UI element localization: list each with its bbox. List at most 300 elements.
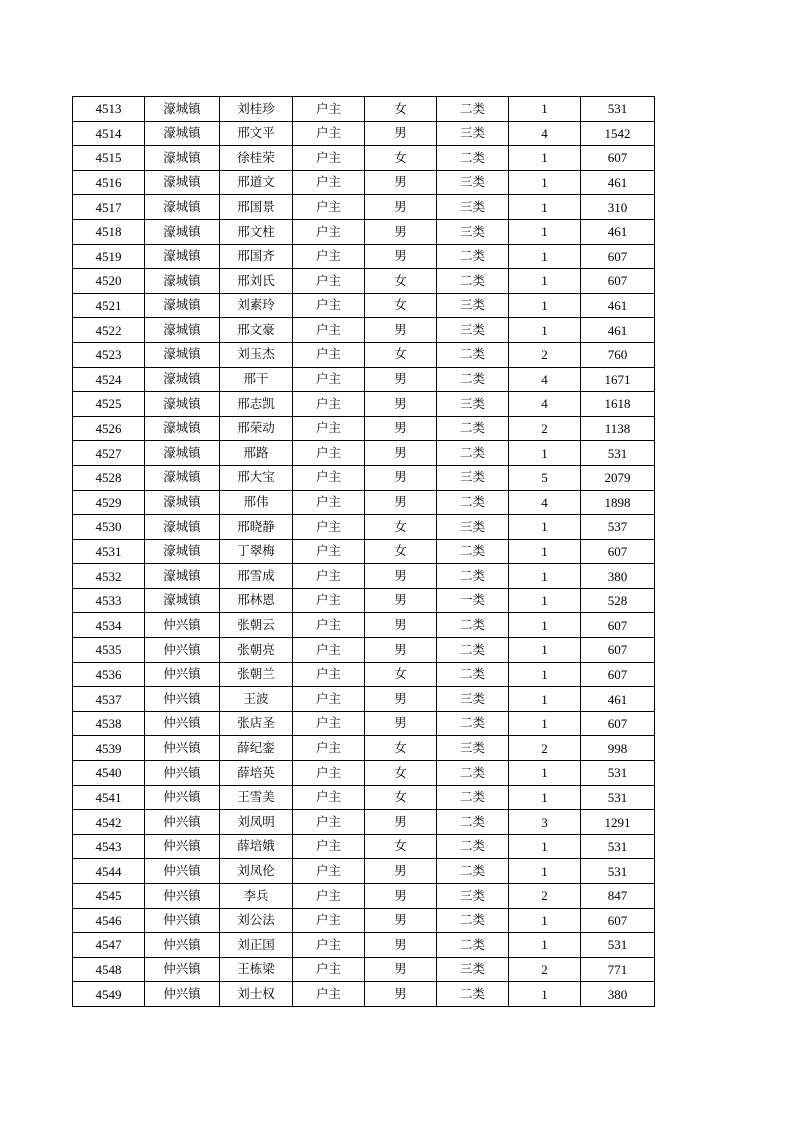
gender-cell: 男: [365, 564, 437, 589]
table-row: [73, 244, 655, 269]
household-table: [72, 96, 655, 1007]
gender-cell: 女: [365, 342, 437, 367]
row-number-cell: 4518: [73, 219, 145, 244]
table-row: [73, 638, 655, 663]
gender-cell: 男: [365, 884, 437, 909]
town-cell: 濠城镇: [145, 515, 220, 540]
category-cell: 二类: [437, 416, 509, 441]
name-cell: 邢干: [220, 367, 293, 392]
people-count-cell: 1: [509, 195, 581, 220]
relation-cell: 户主: [293, 465, 365, 490]
amount-cell: 607: [581, 638, 655, 663]
category-cell: 一类: [437, 588, 509, 613]
amount-cell: 607: [581, 539, 655, 564]
relation-cell: 户主: [293, 219, 365, 244]
gender-cell: 男: [365, 638, 437, 663]
gender-cell: 女: [365, 834, 437, 859]
category-cell: 三类: [437, 195, 509, 220]
town-cell: 仲兴镇: [145, 810, 220, 835]
name-cell: 张朝兰: [220, 662, 293, 687]
row-number-cell: 4533: [73, 588, 145, 613]
table-row: [73, 293, 655, 318]
table-row: [73, 711, 655, 736]
relation-cell: 户主: [293, 490, 365, 515]
amount-cell: 461: [581, 318, 655, 343]
table-row: [73, 662, 655, 687]
table-row: [73, 392, 655, 417]
relation-cell: 户主: [293, 195, 365, 220]
row-number-cell: 4546: [73, 908, 145, 933]
relation-cell: 户主: [293, 933, 365, 958]
row-number-cell: 4549: [73, 982, 145, 1007]
name-cell: 刘凤伦: [220, 859, 293, 884]
row-number-cell: 4535: [73, 638, 145, 663]
town-cell: 濠城镇: [145, 416, 220, 441]
amount-cell: 1898: [581, 490, 655, 515]
table-row: [73, 539, 655, 564]
row-number-cell: 4515: [73, 146, 145, 171]
gender-cell: 男: [365, 810, 437, 835]
relation-cell: 户主: [293, 392, 365, 417]
category-cell: 三类: [437, 465, 509, 490]
row-number-cell: 4542: [73, 810, 145, 835]
table-row: [73, 416, 655, 441]
gender-cell: 女: [365, 97, 437, 122]
town-cell: 濠城镇: [145, 97, 220, 122]
amount-cell: 380: [581, 982, 655, 1007]
relation-cell: 户主: [293, 293, 365, 318]
relation-cell: 户主: [293, 785, 365, 810]
gender-cell: 男: [365, 195, 437, 220]
table-row: [73, 490, 655, 515]
people-count-cell: 1: [509, 318, 581, 343]
gender-cell: 女: [365, 269, 437, 294]
gender-cell: 女: [365, 736, 437, 761]
category-cell: 二类: [437, 711, 509, 736]
category-cell: 三类: [437, 957, 509, 982]
amount-cell: 531: [581, 97, 655, 122]
amount-cell: 2079: [581, 465, 655, 490]
table-row: [73, 97, 655, 122]
amount-cell: 531: [581, 441, 655, 466]
row-number-cell: 4513: [73, 97, 145, 122]
name-cell: 薛纪銮: [220, 736, 293, 761]
gender-cell: 男: [365, 367, 437, 392]
people-count-cell: 3: [509, 810, 581, 835]
relation-cell: 户主: [293, 711, 365, 736]
town-cell: 仲兴镇: [145, 957, 220, 982]
table-row: [73, 736, 655, 761]
gender-cell: 男: [365, 687, 437, 712]
relation-cell: 户主: [293, 662, 365, 687]
people-count-cell: 1: [509, 244, 581, 269]
category-cell: 三类: [437, 392, 509, 417]
category-cell: 二类: [437, 564, 509, 589]
name-cell: 王栋梁: [220, 957, 293, 982]
relation-cell: 户主: [293, 736, 365, 761]
relation-cell: 户主: [293, 170, 365, 195]
name-cell: 邢晓静: [220, 515, 293, 540]
table-row: [73, 687, 655, 712]
people-count-cell: 1: [509, 687, 581, 712]
row-number-cell: 4522: [73, 318, 145, 343]
row-number-cell: 4523: [73, 342, 145, 367]
amount-cell: 1138: [581, 416, 655, 441]
amount-cell: 607: [581, 269, 655, 294]
gender-cell: 男: [365, 465, 437, 490]
table-row: [73, 785, 655, 810]
town-cell: 濠城镇: [145, 244, 220, 269]
town-cell: 濠城镇: [145, 392, 220, 417]
category-cell: 三类: [437, 318, 509, 343]
gender-cell: 女: [365, 539, 437, 564]
gender-cell: 男: [365, 613, 437, 638]
table-row: [73, 761, 655, 786]
table-row: [73, 515, 655, 540]
table-row: [73, 146, 655, 171]
people-count-cell: 1: [509, 146, 581, 171]
amount-cell: 461: [581, 293, 655, 318]
name-cell: 张朝亮: [220, 638, 293, 663]
table-row: [73, 933, 655, 958]
amount-cell: 607: [581, 662, 655, 687]
table-row: [73, 367, 655, 392]
row-number-cell: 4540: [73, 761, 145, 786]
relation-cell: 户主: [293, 564, 365, 589]
category-cell: 三类: [437, 121, 509, 146]
category-cell: 二类: [437, 269, 509, 294]
amount-cell: 461: [581, 170, 655, 195]
people-count-cell: 1: [509, 638, 581, 663]
table-row: [73, 588, 655, 613]
category-cell: 二类: [437, 490, 509, 515]
relation-cell: 户主: [293, 342, 365, 367]
relation-cell: 户主: [293, 613, 365, 638]
category-cell: 二类: [437, 810, 509, 835]
name-cell: 张店圣: [220, 711, 293, 736]
people-count-cell: 1: [509, 908, 581, 933]
town-cell: 仲兴镇: [145, 884, 220, 909]
row-number-cell: 4527: [73, 441, 145, 466]
name-cell: 邢国景: [220, 195, 293, 220]
town-cell: 濠城镇: [145, 367, 220, 392]
name-cell: 徐桂荣: [220, 146, 293, 171]
people-count-cell: 1: [509, 859, 581, 884]
category-cell: 三类: [437, 736, 509, 761]
category-cell: 二类: [437, 859, 509, 884]
town-cell: 仲兴镇: [145, 613, 220, 638]
row-number-cell: 4541: [73, 785, 145, 810]
relation-cell: 户主: [293, 318, 365, 343]
town-cell: 濠城镇: [145, 146, 220, 171]
name-cell: 刘玉杰: [220, 342, 293, 367]
name-cell: 刘素玲: [220, 293, 293, 318]
relation-cell: 户主: [293, 269, 365, 294]
name-cell: 邢文柱: [220, 219, 293, 244]
amount-cell: 1542: [581, 121, 655, 146]
name-cell: 张朝云: [220, 613, 293, 638]
category-cell: 三类: [437, 170, 509, 195]
town-cell: 仲兴镇: [145, 761, 220, 786]
row-number-cell: 4514: [73, 121, 145, 146]
name-cell: 薛培娥: [220, 834, 293, 859]
table-row: [73, 195, 655, 220]
row-number-cell: 4529: [73, 490, 145, 515]
table-row: [73, 859, 655, 884]
people-count-cell: 1: [509, 588, 581, 613]
people-count-cell: 1: [509, 293, 581, 318]
name-cell: 邢国齐: [220, 244, 293, 269]
name-cell: 邢路: [220, 441, 293, 466]
people-count-cell: 1: [509, 564, 581, 589]
town-cell: 仲兴镇: [145, 982, 220, 1007]
amount-cell: 607: [581, 908, 655, 933]
gender-cell: 男: [365, 318, 437, 343]
name-cell: 邢志凯: [220, 392, 293, 417]
row-number-cell: 4528: [73, 465, 145, 490]
people-count-cell: 1: [509, 269, 581, 294]
town-cell: 濠城镇: [145, 465, 220, 490]
gender-cell: 男: [365, 859, 437, 884]
gender-cell: 男: [365, 392, 437, 417]
amount-cell: 771: [581, 957, 655, 982]
gender-cell: 男: [365, 170, 437, 195]
gender-cell: 女: [365, 515, 437, 540]
category-cell: 二类: [437, 834, 509, 859]
gender-cell: 男: [365, 933, 437, 958]
amount-cell: 607: [581, 711, 655, 736]
row-number-cell: 4532: [73, 564, 145, 589]
name-cell: 刘公法: [220, 908, 293, 933]
town-cell: 濠城镇: [145, 293, 220, 318]
relation-cell: 户主: [293, 982, 365, 1007]
people-count-cell: 1: [509, 982, 581, 1007]
row-number-cell: 4531: [73, 539, 145, 564]
amount-cell: 998: [581, 736, 655, 761]
amount-cell: 531: [581, 761, 655, 786]
town-cell: 仲兴镇: [145, 638, 220, 663]
town-cell: 仲兴镇: [145, 834, 220, 859]
relation-cell: 户主: [293, 834, 365, 859]
town-cell: 濠城镇: [145, 195, 220, 220]
row-number-cell: 4516: [73, 170, 145, 195]
relation-cell: 户主: [293, 957, 365, 982]
category-cell: 二类: [437, 785, 509, 810]
category-cell: 三类: [437, 515, 509, 540]
gender-cell: 女: [365, 761, 437, 786]
table-row: [73, 170, 655, 195]
row-number-cell: 4534: [73, 613, 145, 638]
row-number-cell: 4544: [73, 859, 145, 884]
amount-cell: 461: [581, 219, 655, 244]
amount-cell: 607: [581, 613, 655, 638]
amount-cell: 607: [581, 244, 655, 269]
table-row: [73, 908, 655, 933]
category-cell: 二类: [437, 638, 509, 663]
amount-cell: 531: [581, 859, 655, 884]
table-row: [73, 982, 655, 1007]
amount-cell: 1671: [581, 367, 655, 392]
relation-cell: 户主: [293, 638, 365, 663]
row-number-cell: 4543: [73, 834, 145, 859]
category-cell: 二类: [437, 441, 509, 466]
relation-cell: 户主: [293, 515, 365, 540]
town-cell: 仲兴镇: [145, 859, 220, 884]
people-count-cell: 2: [509, 736, 581, 761]
name-cell: 邢文豪: [220, 318, 293, 343]
relation-cell: 户主: [293, 244, 365, 269]
people-count-cell: 1: [509, 761, 581, 786]
name-cell: 邢雪成: [220, 564, 293, 589]
relation-cell: 户主: [293, 884, 365, 909]
gender-cell: 男: [365, 490, 437, 515]
town-cell: 濠城镇: [145, 170, 220, 195]
people-count-cell: 1: [509, 662, 581, 687]
name-cell: 邢荣动: [220, 416, 293, 441]
category-cell: 二类: [437, 662, 509, 687]
people-count-cell: 1: [509, 834, 581, 859]
relation-cell: 户主: [293, 441, 365, 466]
name-cell: 邢道文: [220, 170, 293, 195]
town-cell: 仲兴镇: [145, 711, 220, 736]
amount-cell: 531: [581, 785, 655, 810]
relation-cell: 户主: [293, 908, 365, 933]
town-cell: 仲兴镇: [145, 933, 220, 958]
table-row: [73, 834, 655, 859]
gender-cell: 男: [365, 908, 437, 933]
category-cell: 三类: [437, 884, 509, 909]
category-cell: 二类: [437, 933, 509, 958]
table-row: [73, 613, 655, 638]
amount-cell: 607: [581, 146, 655, 171]
town-cell: 仲兴镇: [145, 736, 220, 761]
people-count-cell: 4: [509, 392, 581, 417]
table-row: [73, 219, 655, 244]
people-count-cell: 2: [509, 884, 581, 909]
row-number-cell: 4545: [73, 884, 145, 909]
people-count-cell: 1: [509, 933, 581, 958]
table-body: [73, 97, 655, 1007]
amount-cell: 531: [581, 834, 655, 859]
category-cell: 三类: [437, 219, 509, 244]
town-cell: 仲兴镇: [145, 687, 220, 712]
name-cell: 刘凤明: [220, 810, 293, 835]
people-count-cell: 4: [509, 367, 581, 392]
relation-cell: 户主: [293, 416, 365, 441]
table-row: [73, 121, 655, 146]
table-row: [73, 342, 655, 367]
gender-cell: 男: [365, 957, 437, 982]
relation-cell: 户主: [293, 539, 365, 564]
gender-cell: 男: [365, 711, 437, 736]
category-cell: 二类: [437, 244, 509, 269]
gender-cell: 男: [365, 588, 437, 613]
category-cell: 二类: [437, 97, 509, 122]
row-number-cell: 4517: [73, 195, 145, 220]
gender-cell: 女: [365, 146, 437, 171]
people-count-cell: 4: [509, 490, 581, 515]
table-row: [73, 465, 655, 490]
row-number-cell: 4539: [73, 736, 145, 761]
gender-cell: 男: [365, 121, 437, 146]
town-cell: 濠城镇: [145, 441, 220, 466]
row-number-cell: 4538: [73, 711, 145, 736]
people-count-cell: 1: [509, 711, 581, 736]
row-number-cell: 4536: [73, 662, 145, 687]
name-cell: 邢文平: [220, 121, 293, 146]
gender-cell: 女: [365, 785, 437, 810]
name-cell: 刘桂珍: [220, 97, 293, 122]
row-number-cell: 4524: [73, 367, 145, 392]
town-cell: 濠城镇: [145, 269, 220, 294]
relation-cell: 户主: [293, 146, 365, 171]
people-count-cell: 1: [509, 97, 581, 122]
amount-cell: 528: [581, 588, 655, 613]
people-count-cell: 1: [509, 219, 581, 244]
relation-cell: 户主: [293, 687, 365, 712]
table-row: [73, 269, 655, 294]
gender-cell: 男: [365, 244, 437, 269]
gender-cell: 女: [365, 293, 437, 318]
town-cell: 仲兴镇: [145, 662, 220, 687]
amount-cell: 760: [581, 342, 655, 367]
name-cell: 丁翠梅: [220, 539, 293, 564]
name-cell: 刘正国: [220, 933, 293, 958]
amount-cell: 537: [581, 515, 655, 540]
table-row: [73, 884, 655, 909]
people-count-cell: 1: [509, 170, 581, 195]
relation-cell: 户主: [293, 810, 365, 835]
gender-cell: 男: [365, 441, 437, 466]
people-count-cell: 4: [509, 121, 581, 146]
table-row: [73, 441, 655, 466]
amount-cell: 847: [581, 884, 655, 909]
category-cell: 二类: [437, 613, 509, 638]
relation-cell: 户主: [293, 761, 365, 786]
town-cell: 濠城镇: [145, 121, 220, 146]
name-cell: 刘士权: [220, 982, 293, 1007]
town-cell: 濠城镇: [145, 219, 220, 244]
row-number-cell: 4548: [73, 957, 145, 982]
name-cell: 李兵: [220, 884, 293, 909]
category-cell: 二类: [437, 761, 509, 786]
relation-cell: 户主: [293, 859, 365, 884]
amount-cell: 1618: [581, 392, 655, 417]
people-count-cell: 1: [509, 613, 581, 638]
gender-cell: 男: [365, 982, 437, 1007]
name-cell: 邢大宝: [220, 465, 293, 490]
relation-cell: 户主: [293, 367, 365, 392]
category-cell: 二类: [437, 367, 509, 392]
category-cell: 二类: [437, 982, 509, 1007]
row-number-cell: 4525: [73, 392, 145, 417]
people-count-cell: 2: [509, 957, 581, 982]
row-number-cell: 4526: [73, 416, 145, 441]
name-cell: 王波: [220, 687, 293, 712]
town-cell: 濠城镇: [145, 588, 220, 613]
town-cell: 濠城镇: [145, 342, 220, 367]
category-cell: 二类: [437, 342, 509, 367]
town-cell: 濠城镇: [145, 490, 220, 515]
row-number-cell: 4547: [73, 933, 145, 958]
people-count-cell: 1: [509, 785, 581, 810]
amount-cell: 1291: [581, 810, 655, 835]
amount-cell: 531: [581, 933, 655, 958]
people-count-cell: 1: [509, 515, 581, 540]
people-count-cell: 1: [509, 539, 581, 564]
gender-cell: 男: [365, 416, 437, 441]
people-count-cell: 5: [509, 465, 581, 490]
